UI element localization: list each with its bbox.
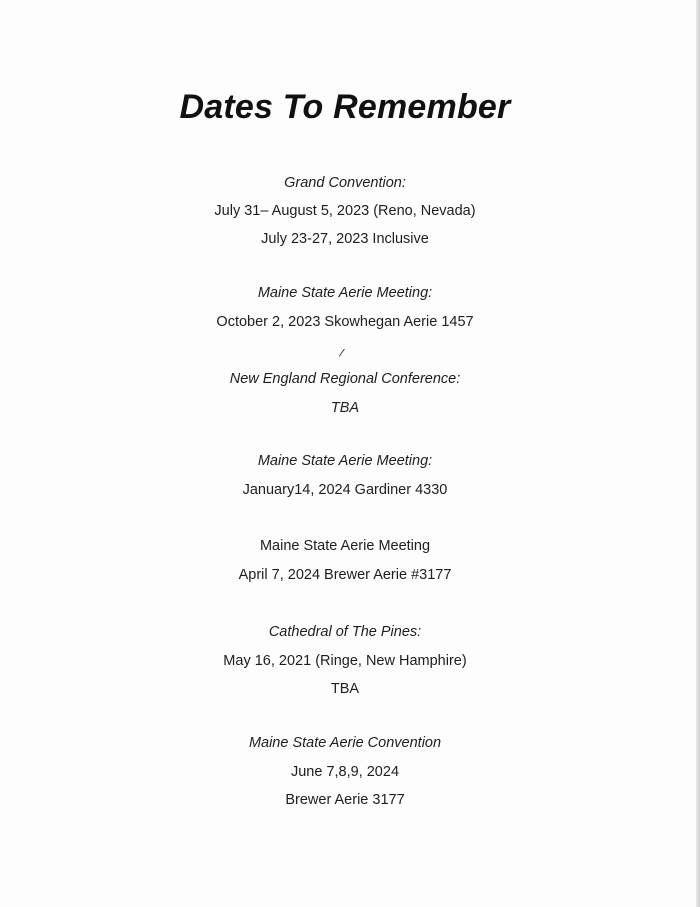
event-heading-new-england-regional-conference: New England Regional Conference:: [229, 371, 461, 387]
event-detail: TBA: [330, 400, 360, 416]
event-detail: July 23-27, 2023 Inclusive: [261, 231, 429, 247]
event-detail: Brewer Aerie 3177: [285, 792, 405, 808]
stray-mark: /: [337, 345, 346, 361]
event-detail: January14, 2024 Gardiner 4330: [242, 482, 448, 498]
event-detail: June 7,8,9, 2024: [290, 764, 400, 780]
event-detail: October 2, 2023 Skowhegan Aerie 1457: [216, 314, 474, 330]
page-title: Dates To Remember: [179, 88, 511, 126]
event-detail: July 31– August 5, 2023 (Reno, Nevada): [214, 203, 476, 219]
event-heading-cathedral-of-the-pines: Cathedral of The Pines:: [268, 624, 422, 640]
event-heading-maine-state-aerie-meeting: Maine State Aerie Meeting:: [257, 285, 433, 301]
event-heading-maine-state-aerie-meeting: Maine State Aerie Meeting: [259, 538, 431, 554]
event-detail: TBA: [330, 681, 360, 697]
event-heading-maine-state-aerie-convention: Maine State Aerie Convention: [248, 735, 442, 751]
event-heading-maine-state-aerie-meeting: Maine State Aerie Meeting:: [257, 453, 433, 469]
event-detail: May 16, 2021 (Ringe, New Hamphire): [223, 653, 467, 669]
page-edge: [696, 0, 700, 907]
event-heading-grand-convention: Grand Convention:: [284, 175, 406, 191]
event-detail: April 7, 2024 Brewer Aerie #3177: [238, 567, 452, 583]
